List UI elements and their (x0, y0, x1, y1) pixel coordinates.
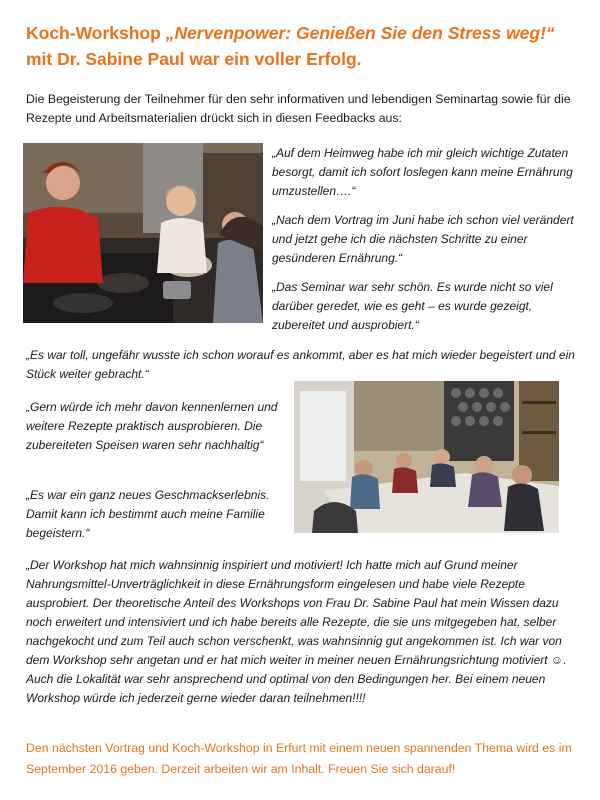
title-prefix: Koch-Workshop (26, 23, 166, 43)
quote-7: „Der Workshop hat mich wahnsinnig inspiriert und motiviert! Ich hatte mich auf Grund meiner Nahrungsmittel-Unverträglichkeit in diese Ernährungsform eingelesen und habe viele Rezepte ausprobiert. Der theoretische Anteil des Workshops von Frau Dr. Sabine Paul hat mein Wissen dazu noch erweitert und intensiviert und ich habe bereits alle Rezepte, die sie uns mitgegeben hat, selber nachgekocht und zum Teil auch schon verschenkt, was wahnsinnig gut angekommen ist. Ich war von dem Workshop sehr angetan und er hat mich weiter in meiner neuen Ernährungsrichtung motiviert ☺. Auch die Lokalität war sehr ansprechend und optimal von den Bedingungen her. Bei einem neuen Workshop würde ich jederzeit gerne wieder daran teilnehmen!!!! (26, 558, 567, 705)
intro-text: Die Begeisterung der Teilnehmer für den sehr informativen und lebendigen Seminartag sowie für die Rezepte und Arbeitsmaterialien drückt sich in diesen Feedbacks aus: (26, 92, 571, 125)
workshop-name: „Nervenpower: Genießen Sie den Stress weg!“ (165, 23, 555, 43)
quote-4: „Es war toll, ungefähr wusste ich schon worauf es ankommt, aber es hat mich wieder begeistert und ein Stück weiter gebracht.“ (26, 348, 575, 381)
seminar-photo (294, 381, 559, 533)
quote-6: „Es war ein ganz neues Geschmackserlebnis. Damit kann ich bestimmt auch meine Familie begeistern.“ (26, 488, 270, 540)
quote-5: „Gern würde ich mehr davon kennenlernen und weitere Rezepte praktisch ausprobieren. Die zubereiteten Speisen waren sehr nachhaltig“ (26, 400, 278, 452)
title-subline: mit Dr. Sabine Paul war ein voller Erfolg. (26, 49, 362, 69)
announcement-text: Den nächsten Vortrag und Koch-Workshop in Erfurt mit einem neuen spannenden Thema wird es im September 2016 geben. Derzeit arbeiten wir am Inhalt. Freuen Sie sich darauf! (26, 741, 572, 776)
quote-1: „Auf dem Heimweg habe ich mir gleich wichtige Zutaten besorgt, damit ich sofort loslegen kann meine Ernährung umzustellen….“ (272, 146, 573, 198)
quote-2: „Nach dem Vortrag im Juni habe ich schon viel verändert und jetzt gehe ich die nächsten Schritte zu einer gesünderen Ernährung.“ (272, 213, 574, 265)
page-title (26, 20, 586, 72)
cooking-photo (23, 143, 263, 323)
quote-3: „Das Seminar war sehr schön. Es wurde nicht so viel darüber geredet, wie es geht – es wurde gezeigt, zubereitet und ausprobiert.“ (272, 280, 553, 332)
